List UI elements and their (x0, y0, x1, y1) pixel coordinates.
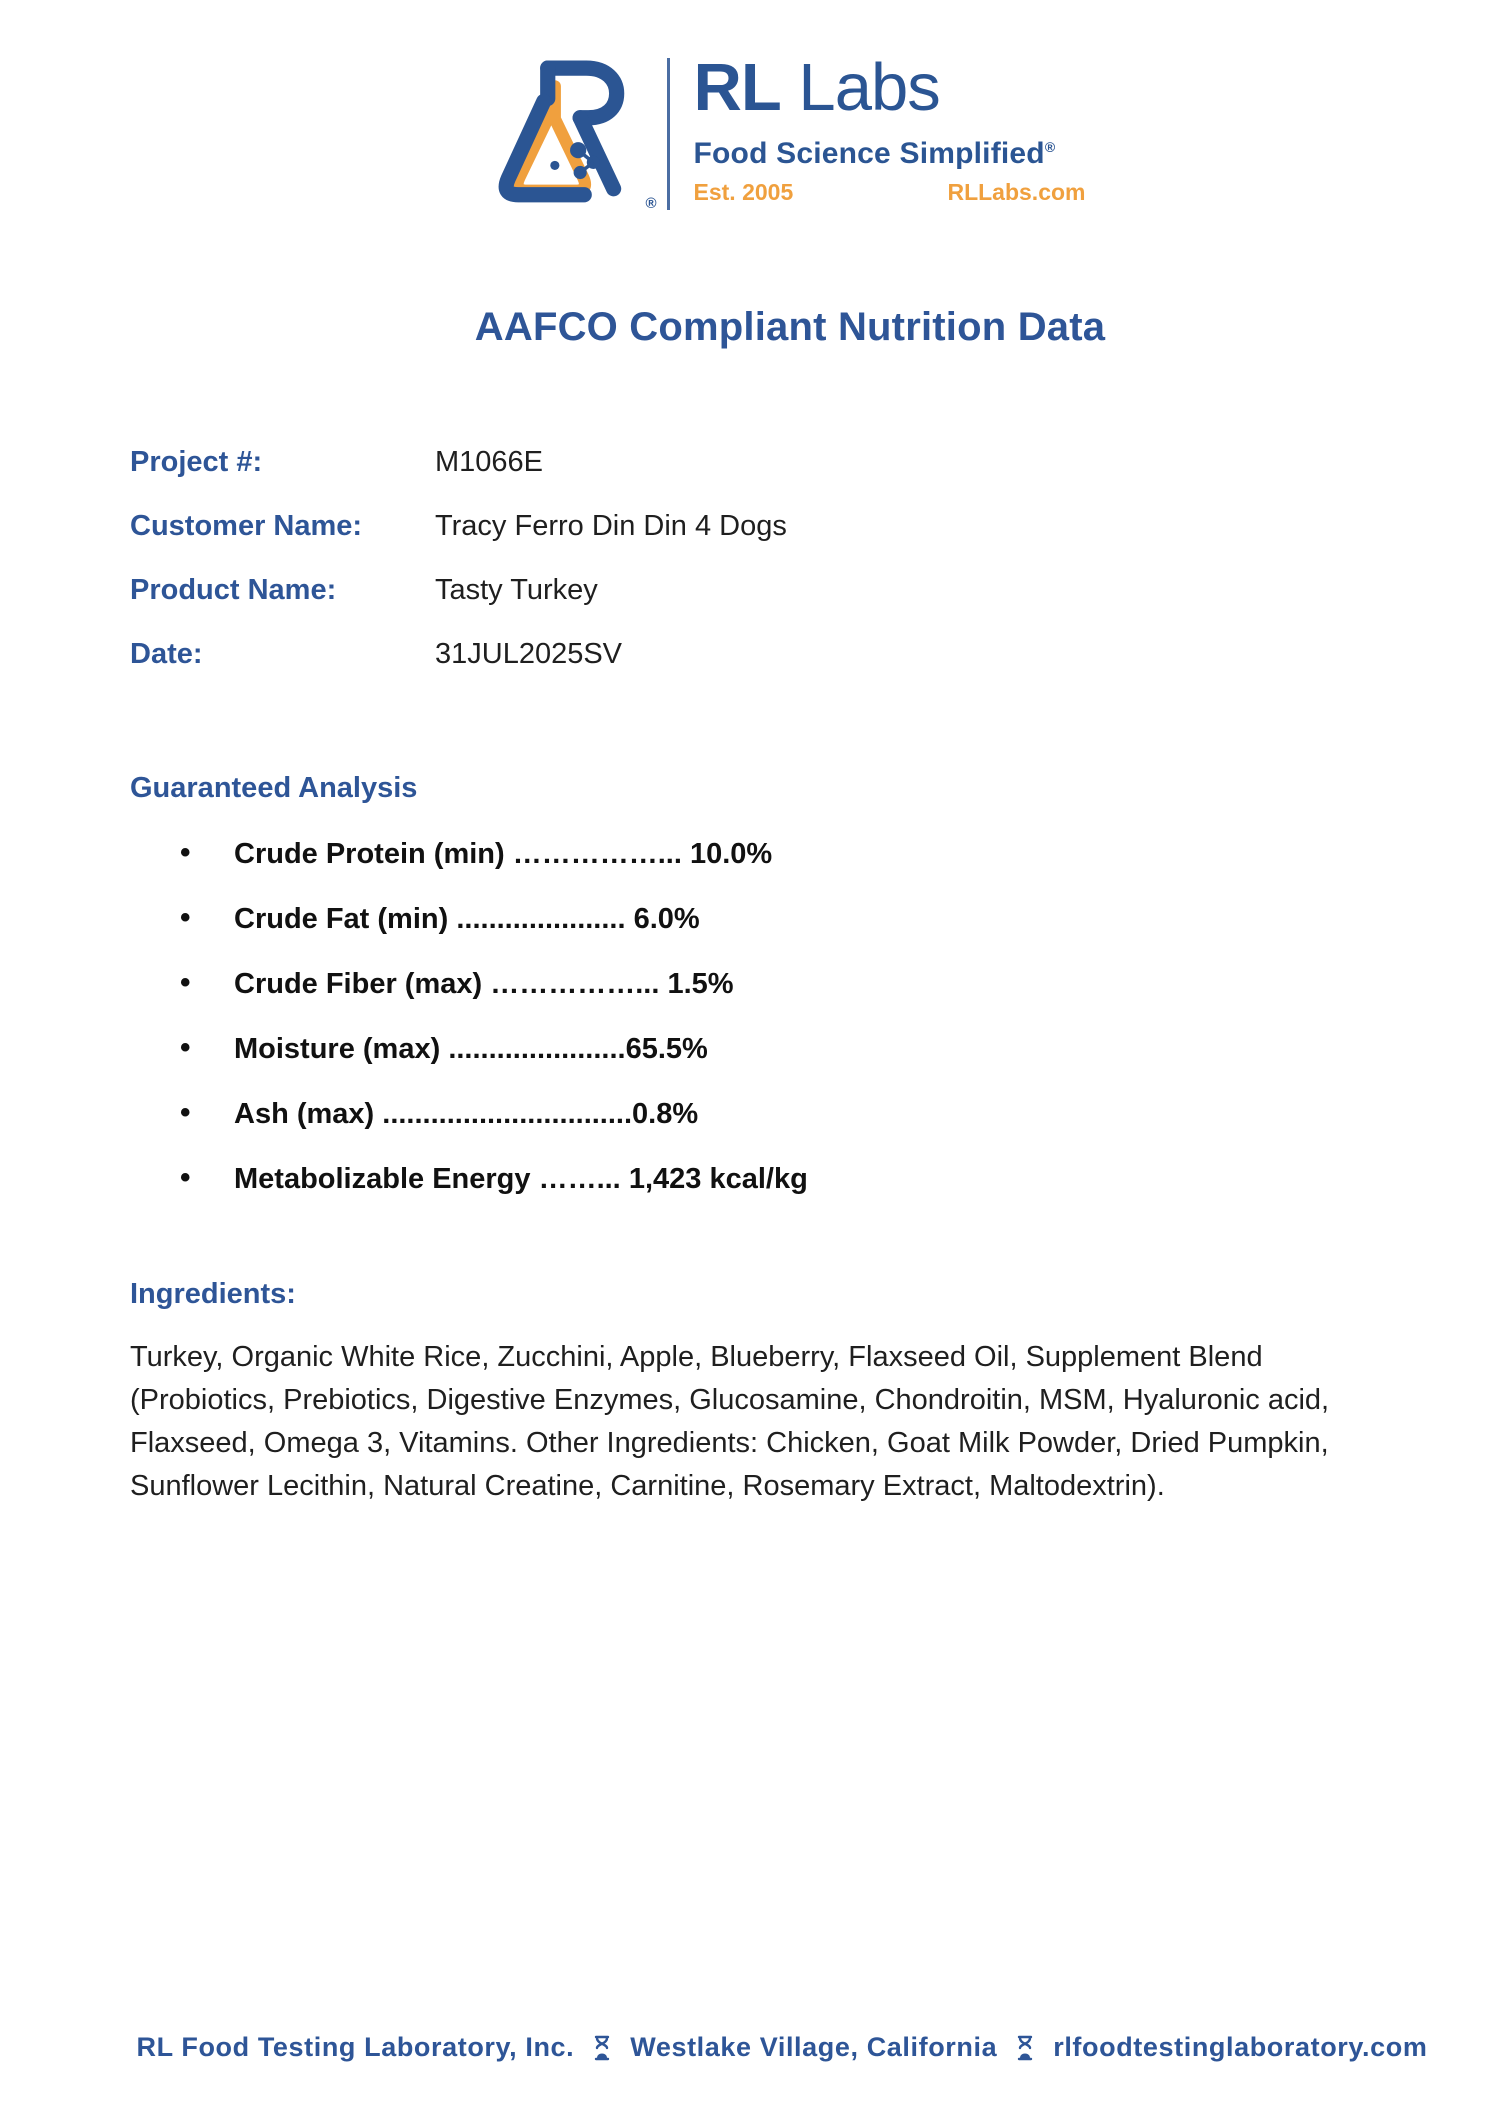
customer-name-value: Tracy Ferro Din Din 4 Dogs (435, 510, 787, 542)
brand-tagline (694, 137, 1086, 171)
footer (0, 2032, 1492, 2063)
analysis-value: 10.0% (689, 838, 773, 870)
bullet-icon: • (180, 836, 191, 869)
guaranteed-analysis-list (130, 836, 808, 1230)
tagline-text: Food Science Simplified (693, 137, 1045, 170)
analysis-label: Moisture (max) (234, 1033, 441, 1065)
project-info (130, 448, 787, 669)
footer-company: RL Food Testing Laboratory, Inc. (136, 2032, 575, 2062)
dot-leader: ............................... (374, 1098, 633, 1130)
analysis-value: 1.5% (667, 968, 734, 1000)
analysis-label: Metabolizable Energy (234, 1163, 531, 1195)
dot-leader: ...................... (440, 1033, 626, 1065)
dot-leader: ……………... (504, 838, 690, 870)
product-name-value: Tasty Turkey (435, 574, 598, 606)
analysis-label: Crude Fat (min) (234, 903, 449, 935)
list-item (130, 966, 808, 1000)
logo-text-block (693, 50, 1086, 206)
list-item (130, 1031, 808, 1065)
footer-website: rlfoodtestinglaboratory.com (1053, 2032, 1428, 2062)
list-item (130, 1096, 808, 1130)
logo-divider (667, 58, 670, 210)
date-value: 31JUL2025SV (435, 638, 623, 670)
bullet-icon: • (180, 1161, 191, 1194)
registered-mark: ® (645, 195, 657, 212)
analysis-label: Crude Protein (min) (234, 838, 505, 870)
dot-leader: ……………... (482, 968, 668, 1000)
footer-location: Westlake Village, California (630, 2032, 998, 2062)
ingredients-paragraph: Turkey, Organic White Rice, Zucchini, Apple, Blueberry, Flaxseed Oil, Supplement Blend (Probiotics, Prebiotics, Digestive Enzymes, Glucosamine, Chondroitin, MSM, Hyaluronic acid, Flaxseed, Omega 3, Vitamins. Other Ingredients: Chicken, Goat Milk Powder, Dried Pumpkin, Sunflower Lecithin, Natural Creatine, Carnitine, Rosemary Extract, Maltodextrin). (130, 1341, 1330, 1502)
rl-labs-logo (0, 52, 1492, 218)
dot-leader: ..................... (448, 903, 634, 935)
customer-name-label: Customer Name: (130, 510, 363, 542)
dot-leader: ……... (530, 1163, 629, 1195)
hourglass-icon (1017, 2035, 1033, 2061)
product-name-label: Product Name: (130, 574, 337, 606)
list-item (130, 901, 808, 935)
guaranteed-analysis-heading: Guaranteed Analysis (130, 772, 418, 804)
page-title: AAFCO Compliant Nutrition Data (474, 305, 1106, 349)
brand-name-secondary: Labs (780, 50, 940, 125)
bullet-icon: • (180, 966, 191, 999)
registered-mark: ® (1044, 139, 1056, 155)
bullet-icon: • (180, 1096, 191, 1129)
analysis-label: Ash (max) (234, 1098, 375, 1130)
list-item (130, 1161, 808, 1195)
established-year: Est. 2005 (693, 179, 794, 205)
hourglass-icon (594, 2035, 610, 2061)
project-number-label: Project #: (130, 446, 263, 478)
brand-name (693, 50, 1086, 125)
list-item (130, 836, 808, 870)
analysis-value: 6.0% (633, 903, 700, 935)
bullet-icon: • (180, 1031, 191, 1064)
analysis-value: 65.5% (625, 1033, 708, 1065)
analysis-value: 1,423 kcal/kg (628, 1163, 808, 1195)
rl-flask-logo-icon (491, 52, 657, 218)
project-number-value: M1066E (435, 446, 544, 478)
brand-website: RLLabs.com (947, 179, 1086, 205)
brand-name-primary: RL (693, 50, 781, 125)
analysis-value: 0.8% (632, 1098, 699, 1130)
logo-bottom-row (694, 179, 1086, 206)
ingredients-heading: Ingredients: (130, 1278, 296, 1310)
analysis-label: Crude Fiber (max) (234, 968, 483, 1000)
date-label: Date: (130, 638, 203, 670)
bullet-icon: • (180, 901, 191, 934)
